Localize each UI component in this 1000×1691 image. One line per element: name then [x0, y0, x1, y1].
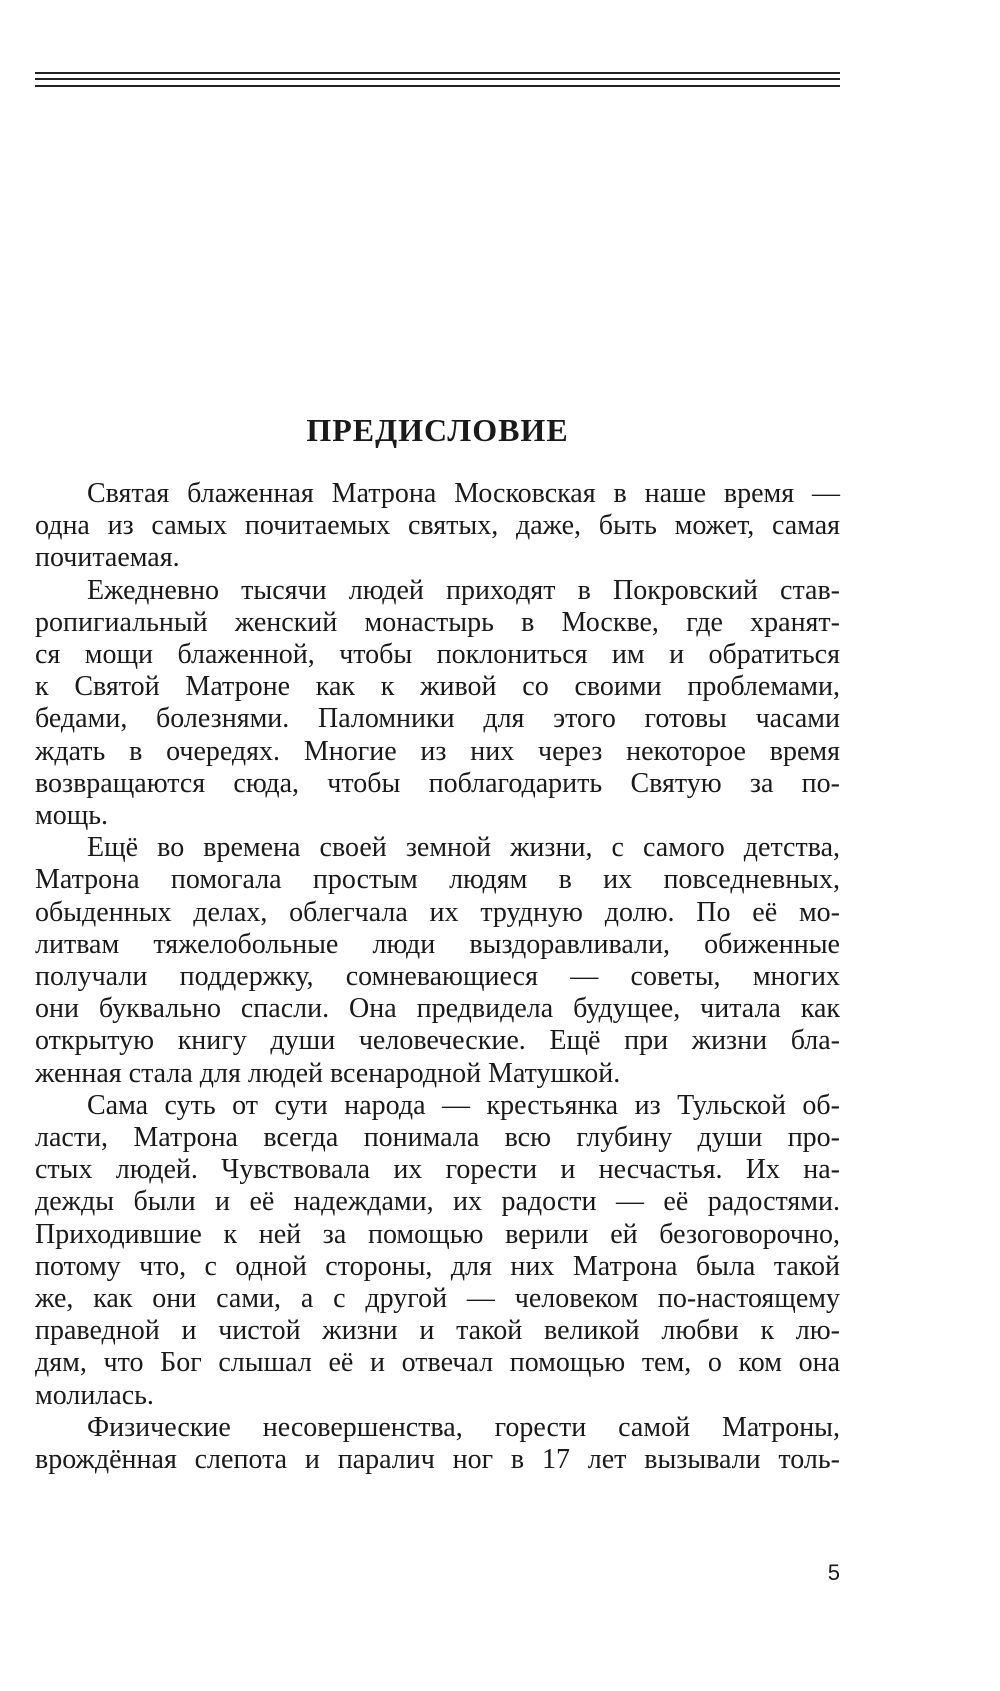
text-line: праведной и чистой жизни и такой великой любви к лю-	[35, 1315, 840, 1347]
paragraph-1	[35, 478, 840, 575]
text-line: мощь.	[35, 800, 109, 832]
text-line: литвам тяжелобольные люди выздоравливали, обиженные	[35, 928, 840, 960]
text-line: Приходившие к ней за помощью верили ей безоговорочно,	[35, 1218, 840, 1250]
text-line: ласти, Матрона всегда понимала всю глубину души про-	[35, 1122, 840, 1154]
text-line: Святая блаженная Матрона Московская в наше время —	[87, 478, 840, 509]
text-line: Ещё во времена своей земной жизни, с самого детства,	[87, 832, 840, 864]
text-line: они буквально спасли. Она предвидела будущее, читала как	[35, 993, 840, 1025]
text-line: ропигиальный женский монастырь в Москве, где хранят-	[35, 606, 840, 638]
text-line: потому что, с одной стороны, для них Матрона была такой	[35, 1250, 840, 1282]
chapter-heading: ПРЕДИСЛОВИЕ	[306, 412, 569, 448]
text-line: Ежедневно тысячи людей приходят в Покровский став-	[87, 574, 840, 606]
text-line: Сама суть от сути народа — крестьянка из Тульской об-	[87, 1089, 840, 1121]
text-line: Физические несовершенства, горести самой Матроны,	[87, 1411, 840, 1443]
text-line: одна из самых почитаемых святых, даже, быть может, самая	[35, 510, 840, 542]
text-line: врождённая слепота и паралич ног в 17 лет вызывали толь-	[35, 1444, 840, 1476]
text-line: дям, что Бог слышал её и отвечал помощью тем, о ком она	[35, 1347, 840, 1379]
text-line: бедами, болезнями. Паломники для этого готовы часами	[35, 703, 840, 735]
text-line: возвращаются сюда, чтобы поблагодарить Святую за по-	[35, 767, 840, 799]
text-line: Матрона помогала простым людям в их повседневных,	[35, 864, 840, 896]
text-line: ждать в очередях. Многие из них через некоторое время	[35, 735, 840, 767]
text-line: дежды были и её надеждами, их радости — её радостями.	[35, 1186, 840, 1218]
text-line: молилась.	[35, 1379, 154, 1411]
text-line: почитаемая.	[35, 542, 180, 574]
header-rule-bottom	[35, 85, 840, 87]
text-line: стых людей. Чувствовала их горести и несчастья. Их на-	[35, 1154, 840, 1186]
text-line: получали поддержку, сомневающиеся — советы, многих	[35, 961, 840, 993]
paragraph-4	[35, 1090, 840, 1412]
text-line: ся мощи блаженной, чтобы поклониться им и обратиться	[35, 639, 840, 671]
text-line: открытую книгу души человеческие. Ещё при жизни бла-	[35, 1025, 840, 1057]
text-line: женная стала для людей всенародной Матушкой.	[35, 1057, 621, 1089]
text-line: к Святой Матроне как к живой со своими проблемами,	[35, 671, 840, 703]
paragraph-2	[35, 575, 840, 833]
text-line: же, как они сами, а с другой — человеком по-настоящему	[35, 1283, 840, 1315]
header-rule-top	[35, 72, 840, 74]
text-line: обыденных делах, облегчала их трудную долю. По её мо-	[35, 896, 840, 928]
body-text	[35, 478, 840, 1476]
page-number: 5	[827, 1560, 840, 1585]
paragraph-5	[35, 1412, 840, 1476]
header-rule-middle	[35, 78, 840, 80]
paragraph-3	[35, 832, 840, 1090]
